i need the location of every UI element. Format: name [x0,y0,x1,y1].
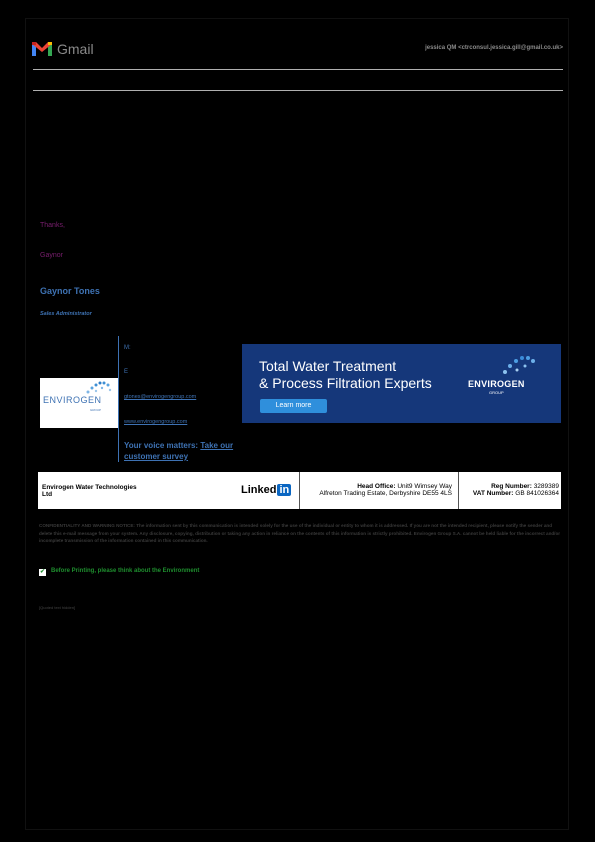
company-name: Envirogen Water Technologies Ltd [42,484,137,498]
learn-more-button[interactable]: Learn more [260,399,327,413]
website-link[interactable]: www.envirogengroup.com [124,419,188,425]
subject-divider [33,90,563,91]
envirogen-logo [40,378,118,428]
survey-line-1 [124,441,233,450]
banner-headline-1: Total Water Treatment [259,358,397,374]
banner-droplets-icon [497,350,537,378]
survey-link-continued[interactable]: customer survey [124,452,189,461]
gmail-m-icon [32,41,52,56]
linkedin-logo[interactable]: Linked in [241,484,290,496]
logo-sub: GROUP [90,408,102,412]
droplets-icon [84,380,116,396]
linkedin-icon: in [279,484,290,496]
contact-phone-label: M: [124,345,131,351]
banner-headline-2: & Process Filtration Experts [259,375,432,391]
confidentiality-notice: CONFIDENTIALITY AND WARNING NOTICE: The information sent by this communication is intended solely for the use of the individual or entity to whom it is addressed. If you are not the intended recipient, please notify the sender and delete this e-mail message from your system. Any disclosure, copying, distribution or taking any action in reliance on the contents of this information is strictly prohibited. Envirogen Group S.A. cannot be held liable for the incorrect and/or incomplete transmission of the information contained in this communication. [39,523,561,543]
sender-address: jessica QM <ctrconsul.jessica.gill@gmail.co.uk> [425,45,563,51]
registration-info: Reg Number: 3289389 VAT Number: GB 841026364 [472,483,559,497]
signature-role: Sales Administrator [40,311,92,317]
contact-email-label: E [124,369,129,375]
banner-brand: ENVIROGEN [468,379,525,389]
thanks-line: Thanks, [40,222,65,229]
banner-brand-sub: GROUP [489,390,504,395]
logo-wordmark: ENVIROGEN [43,395,102,405]
signature-divider [118,336,119,462]
header-divider [33,69,563,70]
signature-name: Gaynor Tones [40,286,100,296]
head-office: Head Office: Unit9 Wimsey Way Alfreton Trading Estate, Derbyshire DE55 4LS [319,483,452,497]
environment-notice: ✔ Before Printing, please think about the Environment [39,568,200,575]
gmail-logo [32,40,100,58]
email-link[interactable]: gtones@envirogengroup.com [124,394,197,400]
gmail-wordmark: Gmail [57,41,94,57]
company-footer [38,472,561,509]
quoted-text-toggle[interactable]: [Quoted text hidden] [39,605,76,610]
promo-banner[interactable] [242,344,561,423]
leaf-icon: ✔ [39,569,46,575]
signoff-name: Gaynor [40,252,63,259]
survey-link[interactable]: Take our [200,441,234,450]
survey-prefix: Your voice matters: [124,441,199,450]
